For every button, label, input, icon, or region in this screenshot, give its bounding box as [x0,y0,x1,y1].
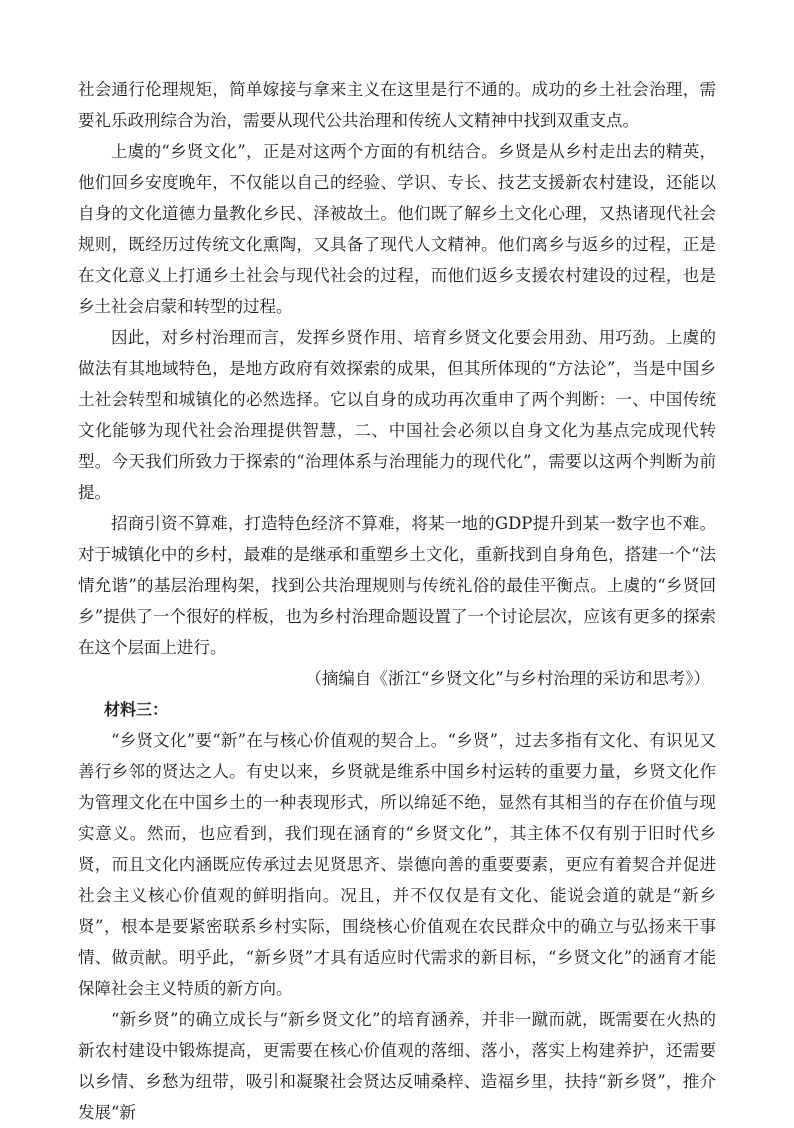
paragraph-6: “新乡贤”的确立成长与“新乡贤文化”的培育涵养，并非一蹴而就，既需要在火热的新农村建设中锻炼提高，更需要在核心价值观的落细、落小，落实上构建养护，还需要以乡情、乡愁为纽带，吸引和凝聚社会贤达反哺桑梓、造福乡里，扶持“新乡贤”，推介发展“新 [78,1010,716,1122]
paragraph-4: 招商引资不算难，打造特色经济不算难，将某一地的GDP提升到某一数字也不难。对于城镇化中的乡村，最难的是继承和重塑乡土文化，重新找到自身角色，搭建一个“法情允谐”的基层治理构架，找到公共治理规则与传统礼俗的最佳平衡点。上虞的“乡贤回乡”提供了一个很好的样板，也为乡村治理命题设置了一个讨论层次，应该有更多的探索在这个层面上进行。 [78,514,716,657]
paragraph-1: 社会通行伦理规矩，简单嫁接与拿来主义在这里是行不通的。成功的乡土社会治理，需要礼乐政刑综合为治，需要从现代公共治理和传统人文精神中找到双重支点。 [78,80,716,130]
section-heading: 材料三： [104,700,169,719]
source-citation: （摘编自《浙江“乡贤文化”与乡村治理的采访和思考》） [305,669,710,688]
paragraph-3: 因此，对乡村治理而言，发挥乡贤作用、培育乡贤文化要会用劲、用巧劲。上虞的做法有其地域特色，是地方政府有效探索的成果，但其所体现的“方法论”，当是中国乡土社会转型和城镇化的必然选择。它以自身的成功再次重申了两个判断：一、中国传统文化能够为现代社会治理提供智慧，二、中国社会必须以自身文化为基点完成现代转型。今天我们所致力于探索的“治理体系与治理能力的现代化”，需要以这两个判断为前提。 [78,328,716,502]
document-page [78,74,716,1128]
paragraph-2: 上虞的“乡贤文化”，正是对这两个方面的有机结合。乡贤是从乡村走出去的精英，他们回乡安度晚年，不仅能以自己的经验、学识、专长、技艺支援新农村建设，还能以自身的文化道德力量教化乡民、泽被故土。他们既了解乡土文化心理，又热诸现代社会规则，既经历过传统文化熏陶，又具备了现代人文精神。他们离乡与返乡的过程，正是在文化意义上打通乡土社会与现代社会的过程，而他们返乡支援农村建设的过程，也是乡土社会启蒙和转型的过程。 [78,142,716,316]
paragraph-5: “乡贤文化”要“新”在与核心价值观的契合上。“乡贤”，过去多指有文化、有识见又善行乡邻的贤达之人。有史以来，乡贤就是维系中国乡村运转的重要力量，乡贤文化作为管理文化在中国乡土的一种表现形式，所以绵延不绝，显然有其相当的存在价值与现实意义。然而，也应看到，我们现在涵育的“乡贤文化”，其主体不仅有别于旧时代乡贤，而且文化内涵既应传承过去见贤思齐、崇德向善的重要要素，更应有着契合并促进社会主义核心价值观的鲜明指向。况且，并不仅仅是有文化、能说会道的就是“新乡贤”，根本是要紧密联系乡村实际，围绕核心价值观在农民群众中的确立与弘扬来干事情、做贡献。明乎此，“新乡贤”才具有适应时代需求的新目标，“乡贤文化”的涵育才能保障社会主义特质的新方向。 [78,731,716,998]
